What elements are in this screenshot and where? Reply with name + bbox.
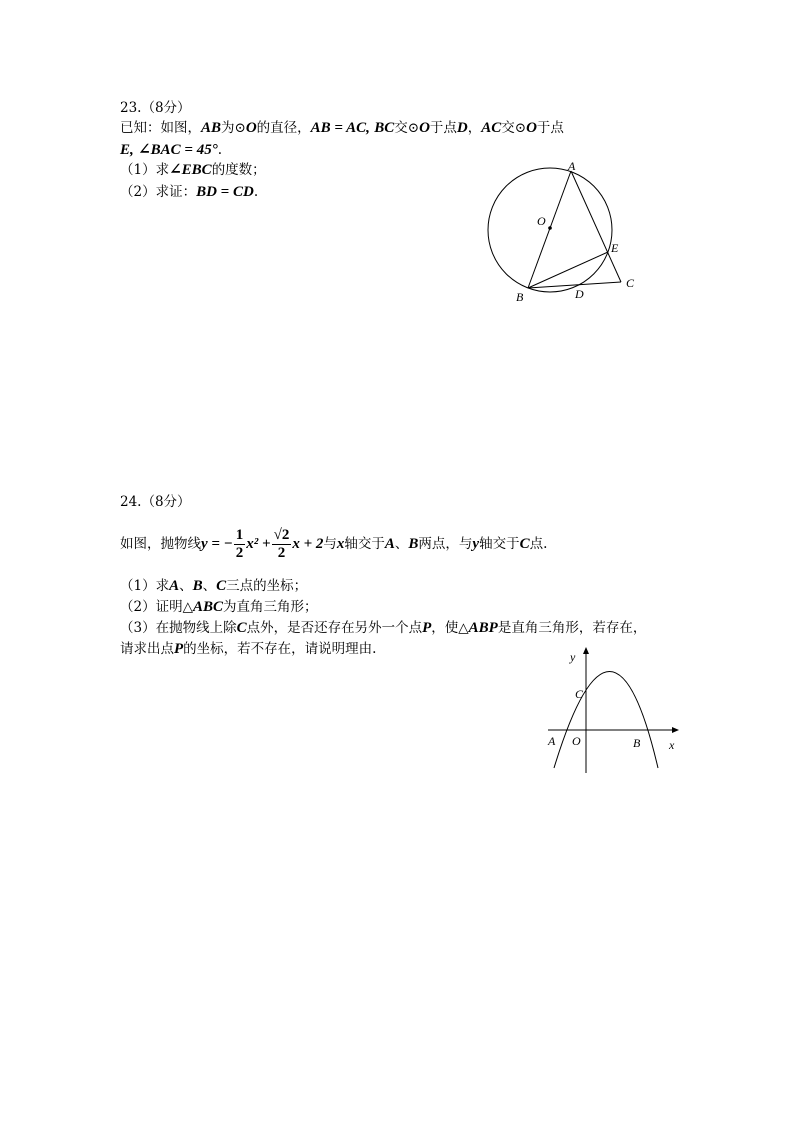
parabola-curve [554,672,658,769]
label-b-point: B [633,736,641,750]
segment-be [528,252,608,288]
q24-part1: （1）求A、B、C三点的坐标； [120,578,308,594]
fraction-root2-half: $\frac{√2}{2}$ [273,527,290,561]
q24-part2: （2）证明△ABC为直角三角形； [120,599,318,615]
circle-o [488,168,612,292]
label-c: C [626,276,635,290]
q24-parabola-figure [540,640,690,780]
q23-statement-line1: 已知：如图，AB为⊙O的直径，AB = AC, BC交⊙O于点D，AC交⊙O于点 [120,120,564,136]
q24-statement: 如图，抛物线y = − $\frac{1}{2}$ x² + $\frac{√2}{2}$ x + 2与x轴交于A、B两点，与y轴交于C点. [120,527,548,561]
q23-part2: （2）求证：BD = CD. [120,184,259,200]
label-o: O [537,214,546,228]
label-a-point: A [548,734,556,748]
label-origin: O [572,734,581,748]
q24-part3: （3）在抛物线上除C点外，是否还存在另外一个点P，使△ABP是直角三角形，若存在， [120,620,647,636]
q23-circle-figure [480,155,650,310]
q24-part3-cont: 请求出点P的坐标，若不存在，请说明理由. [120,641,377,657]
fraction-half: $\frac{1}{2}$ [235,527,244,561]
label-b: B [516,290,524,304]
label-d: D [575,287,584,301]
q24-number: 24.（8分） [120,494,191,510]
label-e: E [611,241,619,255]
q23-number: 23.（8分） [120,100,191,116]
label-y: y [570,650,576,664]
label-c-point: C [575,687,584,701]
q23-statement-line2: E, ∠BAC = 45°. [120,142,222,158]
q23-part1: （1）求∠EBC的度数； [120,162,266,178]
label-x: x [669,738,675,752]
label-a: A [568,159,576,173]
center-point-o [548,226,552,230]
